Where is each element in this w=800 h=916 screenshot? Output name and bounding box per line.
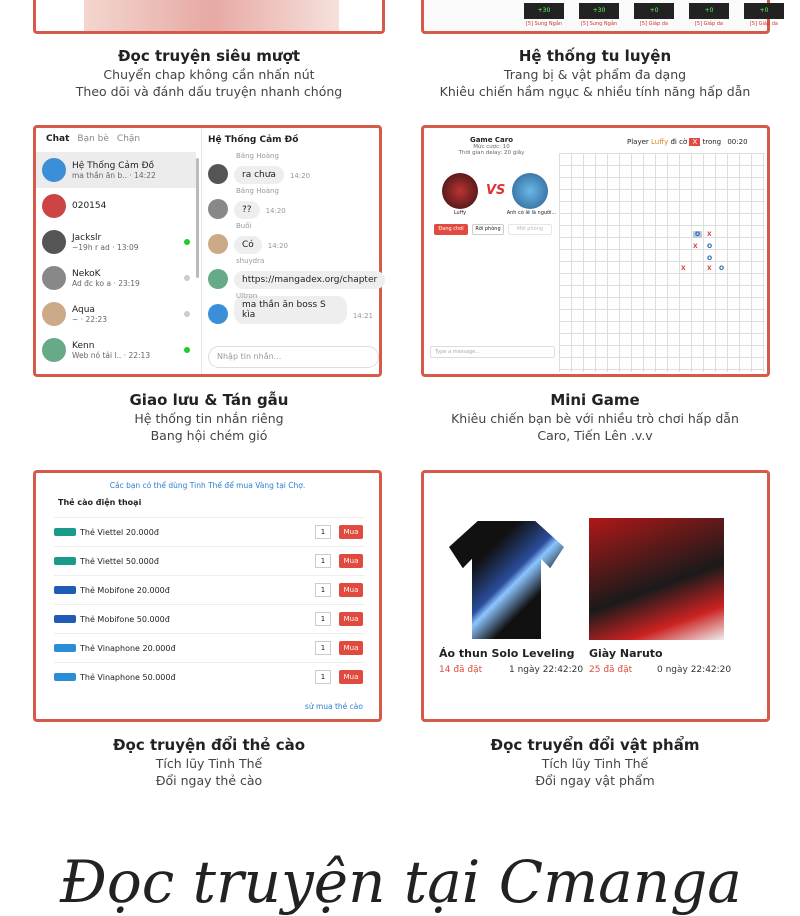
quantity-input[interactable]: 1 (315, 554, 331, 568)
sender-avatar (208, 269, 228, 289)
conversation-preview: Web nó tải l.. · 22:13 (72, 350, 151, 360)
sender-avatar (208, 234, 228, 254)
carrier-logo (54, 528, 76, 536)
manga-preview-image (84, 0, 339, 31)
player2-name: Anh có lẽ là người... (506, 210, 557, 216)
avatar (42, 230, 66, 254)
conversation-name: Kenn (72, 340, 95, 351)
product-name[interactable]: Giày Naruto (589, 647, 663, 660)
caro-board[interactable] (559, 153, 765, 372)
conversation-preview-text: Web nó tải l.. (72, 350, 122, 360)
feature-title: Đọc truyện đổi thẻ cào (112, 736, 306, 754)
turn-status (627, 138, 748, 146)
message-sender: Băng Hoàng (236, 152, 279, 160)
message-time: 14:20 (289, 172, 311, 180)
chat-card (33, 125, 382, 377)
buy-button[interactable]: Mua (339, 525, 363, 539)
card-name: Thẻ Viettel 50.000đ (80, 556, 159, 566)
game-chat-input[interactable]: Type a message... (430, 346, 555, 358)
tshirt-image[interactable] (449, 521, 564, 639)
conversation-preview-text: Ad đc ko a (72, 278, 112, 288)
carrier-logo (54, 673, 76, 681)
conversation-item[interactable] (36, 296, 196, 332)
chat-message (202, 292, 379, 327)
equip-slot[interactable] (579, 3, 619, 27)
conversation-item[interactable] (36, 188, 196, 224)
conversation-time: 22:23 (85, 314, 108, 324)
conversation-time: 14:22 (134, 170, 156, 180)
chat-scrollbar[interactable] (196, 158, 199, 278)
sender-avatar (208, 304, 228, 324)
invite-room-button[interactable]: Mời phòng (508, 224, 552, 235)
board-mark-x: X (693, 243, 698, 250)
feature-desc: Caro, Tiến Lên .v.v (537, 428, 653, 443)
buy-button[interactable]: Mua (339, 641, 363, 655)
avatar (42, 158, 66, 182)
chat-pane-title: Hệ Thống Cảm Đồ (208, 135, 299, 145)
tab-chat[interactable]: Chat (46, 134, 70, 144)
product-sold: 25 đã đặt (589, 665, 633, 675)
message-sender: Băng Hoàng (236, 187, 279, 195)
feature-desc: Đổi ngay thẻ cào (155, 773, 263, 788)
conversation-preview-text: ma thần ăn b.. (72, 170, 127, 180)
feature-title: Đọc truyện siêu mượt (117, 47, 300, 65)
tab-friends[interactable]: Bạn bè (77, 134, 109, 144)
quantity-input[interactable]: 1 (315, 583, 331, 597)
turn-suffix: đi cờ (670, 138, 688, 146)
board-cell-o: O (695, 231, 701, 238)
message-text: ?? (234, 201, 260, 219)
message-text: Có (234, 236, 262, 254)
conversation-text (72, 233, 139, 252)
sender-avatar (208, 164, 228, 184)
message-text: https://mangadex.org/chapter (234, 271, 385, 289)
game-title: Game Caro (469, 136, 514, 144)
feature-desc: Hệ thống tin nhắn riêng (134, 411, 284, 426)
conversation-name: Jackslr (72, 232, 102, 243)
message-time: 14:20 (267, 242, 288, 250)
card-row (54, 546, 365, 575)
conversation-time: 13:09 (116, 242, 139, 252)
shoes-image[interactable] (589, 518, 724, 640)
game-delay: Thời gian delay: 20 giây (458, 150, 525, 156)
player2-avatar (512, 173, 548, 209)
equip-level: +0 (689, 3, 729, 19)
feature-desc: Khiêu chiến bạn bè với nhiều trò chơi hấp dẫn (451, 411, 739, 426)
message-input[interactable]: Nhập tin nhắn... (208, 346, 379, 368)
vs-label: VS (486, 183, 506, 198)
equip-name: [5] Sung Ngắn (580, 21, 618, 27)
board-mark-x: X (707, 231, 712, 238)
card-row (54, 517, 365, 546)
shop-heading: Thẻ cào điện thoại (58, 498, 142, 507)
product-time: 1 ngày 22:42:20 (509, 665, 584, 675)
quantity-input[interactable]: 1 (315, 525, 331, 539)
turn-mark: X (689, 138, 700, 146)
message-sender: shuydra (236, 257, 265, 265)
conversation-text (72, 305, 107, 324)
conversation-name: Hệ Thống Cảm Đồ (72, 160, 155, 171)
conversation-item[interactable] (36, 260, 196, 296)
board-mark-x: X (681, 265, 686, 272)
quantity-input[interactable]: 1 (315, 612, 331, 626)
conversation-text (72, 341, 150, 360)
card-row (54, 633, 365, 662)
chat-message (202, 222, 379, 257)
carrier-logo (54, 644, 76, 652)
feature-desc: Đổi ngay vật phẩm (535, 773, 655, 788)
offline-dot (184, 275, 190, 281)
product-name[interactable]: Áo thun Solo Leveling (439, 647, 575, 660)
online-dot (184, 239, 190, 245)
history-link[interactable]: sử mua thẻ cào (304, 702, 363, 711)
feature-title: Đọc truyển đổi vật phẩm (490, 736, 700, 754)
shop-notice: Các bạn có thể dùng Tinh Thế để mua Vàng tại Chợ. (109, 481, 306, 490)
message-time: 14:21 (352, 312, 373, 320)
conversation-time: 22:13 (128, 350, 151, 360)
card-name: Thẻ Mobifone 20.000đ (80, 585, 170, 595)
scratch-card-shop (33, 470, 382, 722)
conversation-text (72, 161, 156, 180)
feature-title: Hệ thống tu luyện (518, 47, 672, 65)
turn-timer: 00:20 (727, 138, 748, 146)
message-sender: Buồi (236, 222, 252, 230)
message-sender: Ultron (236, 292, 258, 300)
conversation-name: 020154 (72, 201, 107, 211)
feature-title: Giao lưu & Tán gẫu (129, 391, 289, 409)
chat-message (202, 187, 379, 222)
feature-desc: Tích lũy Tinh Thế (541, 756, 649, 771)
conversation-list (36, 152, 196, 368)
conversation-name: NekoK (72, 268, 101, 279)
card-name: Thẻ Vinaphone 50.000đ (80, 672, 176, 682)
conversation-time: 23:19 (118, 278, 140, 288)
conversation-text (72, 269, 140, 288)
conversation-preview: ~ · 22:23 (72, 314, 108, 324)
buy-button[interactable]: Mua (339, 612, 363, 626)
feature-desc: Tích lũy Tinh Thế (155, 756, 263, 771)
feature-desc: Bang hội chém gió (150, 428, 268, 443)
equip-slot[interactable] (634, 3, 674, 27)
item-shop-card (421, 470, 770, 722)
conversation-item[interactable] (36, 332, 196, 368)
chat-message (202, 257, 379, 292)
chat-pane (201, 128, 379, 374)
feature-desc: Khiêu chiến hầm ngục & nhiều tính năng hấp dẫn (439, 84, 751, 99)
board-mark-o: O (719, 265, 725, 272)
chat-message (202, 152, 379, 187)
player1-name: Luffy (453, 210, 467, 216)
conversation-name: Aqua (72, 304, 95, 315)
turn-prefix: Player (627, 138, 649, 146)
equip-level: +0 (744, 3, 784, 19)
playing-button[interactable]: Đang chơi (434, 224, 468, 235)
equip-level: +30 (579, 3, 619, 19)
equip-name: [5] Sung Ngắn (525, 21, 563, 27)
conversation-text (72, 201, 106, 211)
avatar (42, 194, 66, 218)
buy-button[interactable]: Mua (339, 583, 363, 597)
cultivation-card (421, 0, 778, 34)
leave-room-button[interactable]: Rời phòng (472, 224, 504, 235)
equip-slot[interactable] (689, 3, 729, 27)
carrier-logo (54, 586, 76, 594)
equip-level: +30 (524, 3, 564, 19)
card-row (54, 575, 365, 604)
board-mark-o: O (707, 243, 713, 250)
conversation-preview-text: ~19h r ad (72, 242, 110, 252)
conversation-preview: ma thần ăn b.. · 14:22 (72, 170, 156, 180)
avatar (42, 266, 66, 290)
message-time: 14:20 (265, 207, 286, 215)
equip-name: [5] Giáp da (749, 21, 778, 27)
conversation-preview-text: ~ (72, 314, 79, 324)
game-bet: Mức cược: 10 (473, 144, 510, 150)
card-name: Thẻ Viettel 20.000đ (80, 527, 159, 537)
tab-blocked[interactable]: Chặn (116, 134, 141, 144)
sender-avatar (208, 199, 228, 219)
message-text: ma thần ăn boss S kìa (234, 296, 347, 324)
feature-desc: Theo dõi và đánh dấu truyện nhanh chóng (75, 84, 343, 99)
equip-name: [5] Giáp da (639, 21, 668, 27)
feature-desc: Chuyển chap không cần nhấn nút (103, 67, 315, 82)
conversation-item[interactable] (36, 152, 196, 188)
equip-level: +0 (634, 3, 674, 19)
card-name: Thẻ Vinaphone 20.000đ (80, 643, 176, 653)
product-time: 0 ngày 22:42:20 (657, 665, 732, 675)
conversation-preview: ~19h r ad · 13:09 (72, 242, 139, 252)
offline-dot (184, 311, 190, 317)
equip-slot[interactable] (524, 3, 564, 27)
product-sold: 14 đã đặt (439, 665, 483, 675)
buy-button[interactable]: Mua (339, 670, 363, 684)
buy-button[interactable]: Mua (339, 554, 363, 568)
conversation-preview: Ad đc ko a · 23:19 (72, 278, 140, 288)
avatar (42, 302, 66, 326)
quantity-input[interactable]: 1 (315, 670, 331, 684)
card-name: Thẻ Mobifone 50.000đ (80, 614, 170, 624)
carrier-logo (54, 615, 76, 623)
equip-slot[interactable] (744, 3, 784, 27)
bottom-banner: Đọc truyện tại Cmanga (60, 848, 742, 916)
card-row (54, 604, 365, 633)
smooth-reading-card (33, 0, 385, 34)
card-row (54, 662, 365, 691)
player1-avatar (442, 173, 478, 209)
board-mark-o: O (707, 255, 713, 262)
equip-name: [5] Giáp da (694, 21, 723, 27)
quantity-input[interactable]: 1 (315, 641, 331, 655)
carrier-logo (54, 557, 76, 565)
feature-title: Mini Game (550, 391, 640, 409)
minigame-card (421, 125, 770, 377)
avatar (42, 338, 66, 362)
turn-player: Luffy (651, 138, 669, 146)
turn-word: trong (702, 138, 722, 146)
message-text: ra chưa (234, 166, 284, 184)
online-dot (184, 347, 190, 353)
conversation-item[interactable] (36, 224, 196, 260)
board-mark-x: X (707, 265, 712, 272)
feature-desc: Trang bị & vật phẩm đa dạng (503, 67, 687, 82)
